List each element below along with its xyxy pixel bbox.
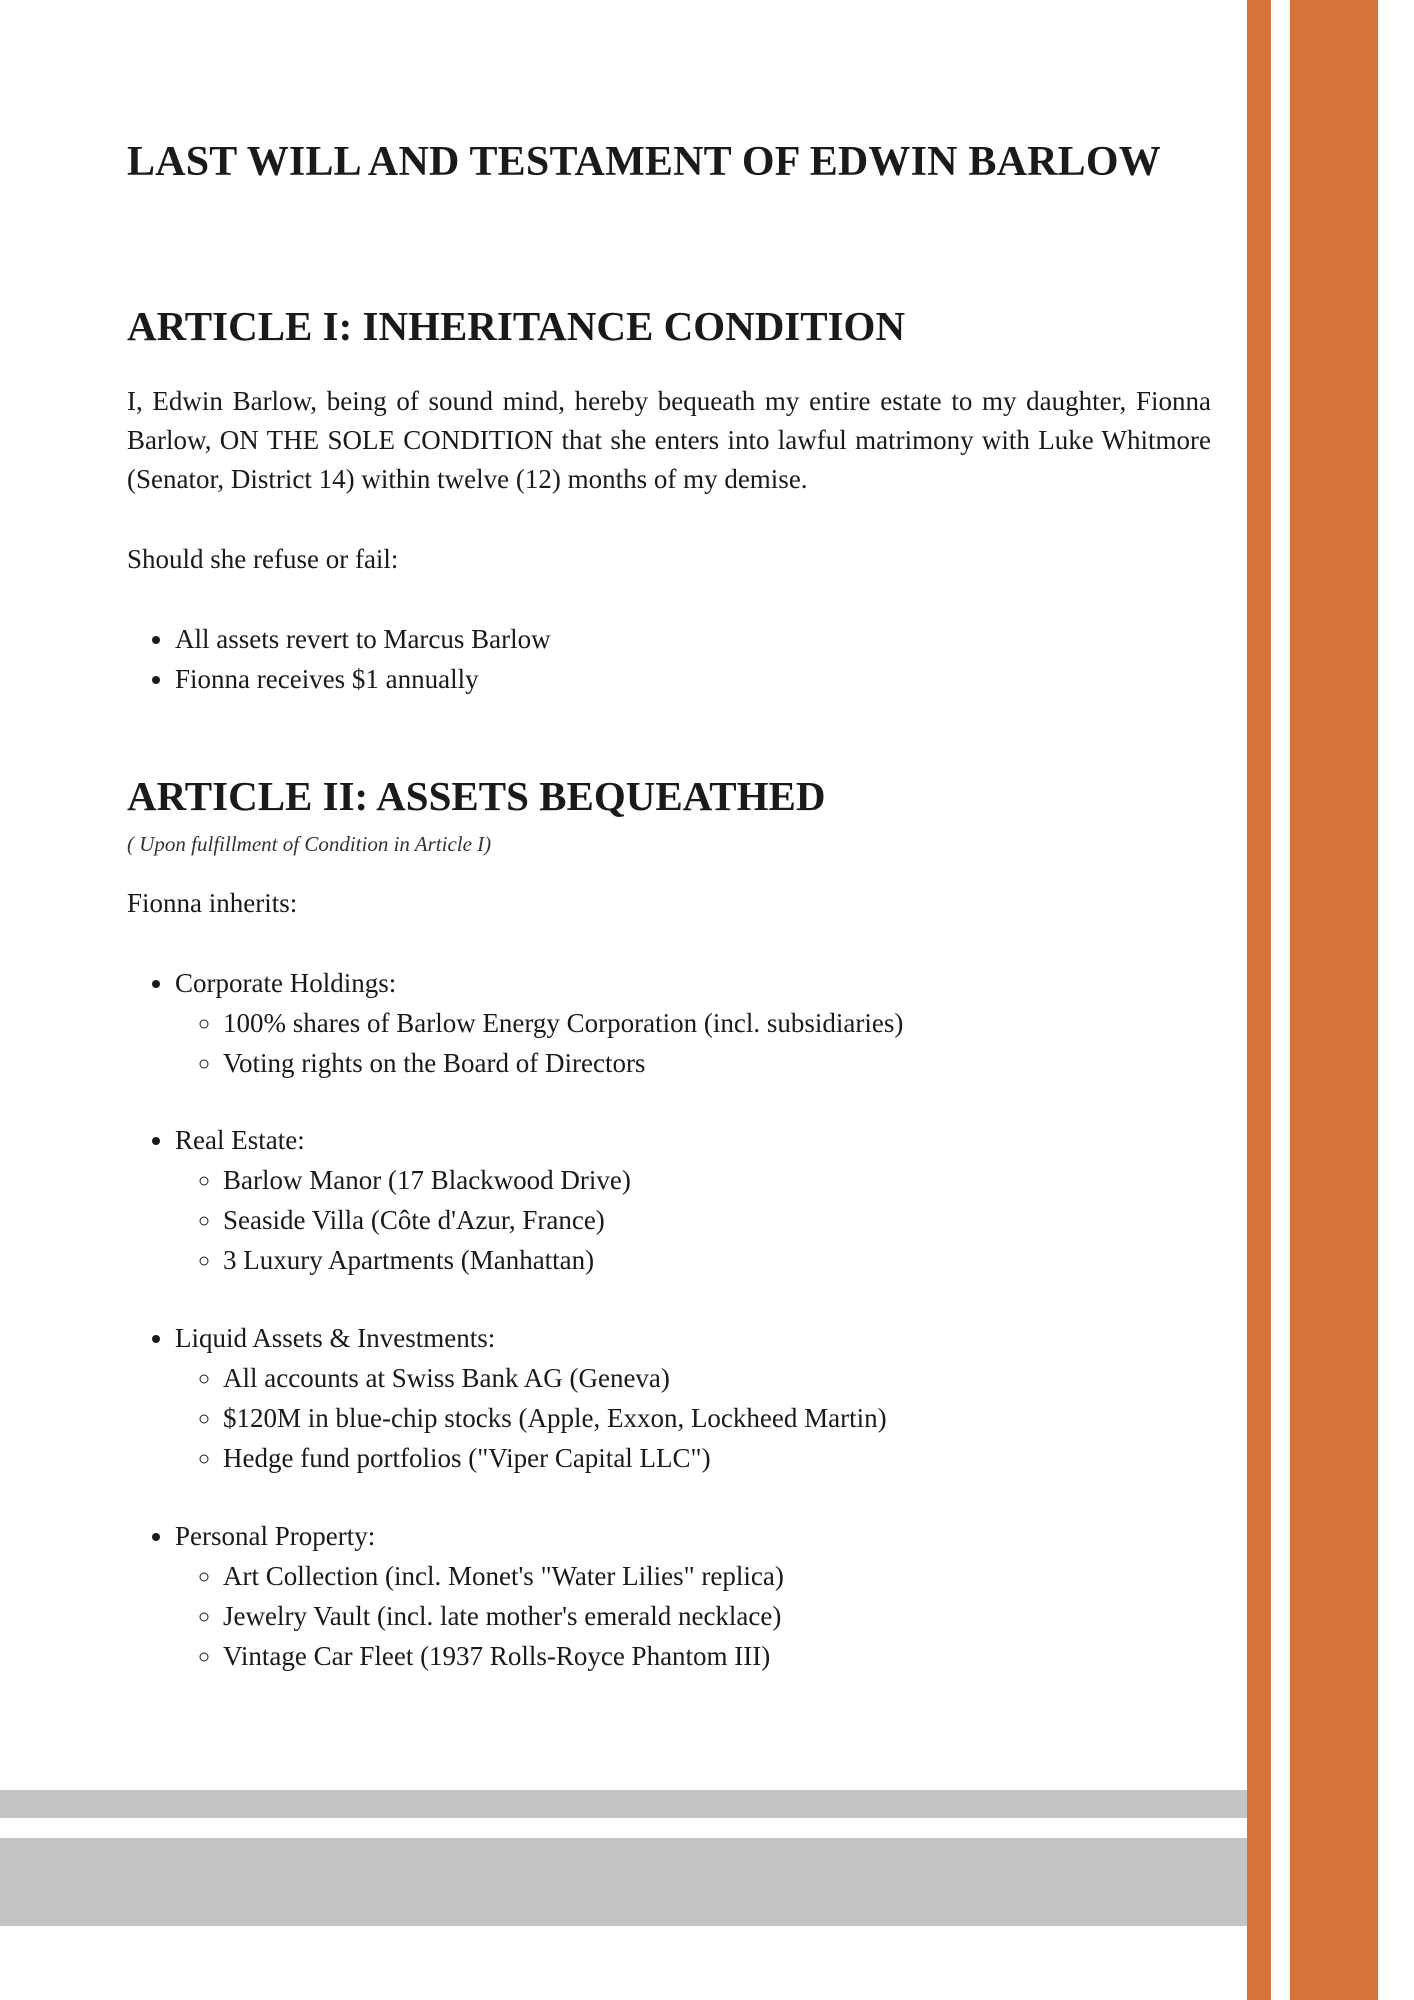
liquid-assets-list [127,1318,887,1478]
refusal-list [127,619,551,699]
list-item [175,1516,784,1676]
sub-list-item: ◦ Art Collection (incl. Monet's "Water Lilies" replica) [223,1556,784,1596]
list-item [175,963,903,1083]
sub-list-item: ◦ 3 Luxury Apartments (Manhattan) [223,1240,631,1280]
sub-list-item: ◦ Jewelry Vault (incl. late mother's emerald necklace) [223,1596,784,1636]
decorative-orange-stripe-wide [1290,0,1378,2000]
sub-list [175,1358,887,1478]
list-item [175,1120,631,1280]
list-item: • Fionna receives $1 annually [175,659,551,699]
list-item [175,1318,887,1478]
sub-list-item: ◦ $120M in blue-chip stocks (Apple, Exxon, Lockheed Martin) [223,1398,887,1438]
sub-list [175,1556,784,1676]
sub-list [175,1160,631,1280]
group-label: Corporate Holdings: [175,968,397,998]
refusal-intro: Should she refuse or fail: [127,544,399,574]
sub-list-item: ◦ Voting rights on the Board of Directors [223,1043,903,1083]
decorative-orange-stripe-thin [1247,0,1271,2000]
sub-list-item: ◦ Hedge fund portfolios ("Viper Capital LLC") [223,1438,887,1478]
article-1-paragraph: I, Edwin Barlow, being of sound mind, hereby bequeath my entire estate to my daughter, Fionna Barlow, ON THE SOLE CONDITION that she enters into lawful matrimony with Luke Whitmore (Senator, District 14) within twelve (12) months of my demise. [127,386,1211,494]
sub-list-item: ◦ All accounts at Swiss Bank AG (Geneva) [223,1358,887,1398]
article-2-heading: ARTICLE II: ASSETS BEQUEATHED [127,773,826,819]
decorative-gray-band-thin [0,1790,1247,1818]
sub-list-item: ◦ Vintage Car Fleet (1937 Rolls-Royce Phantom III) [223,1636,784,1676]
sub-list-item: ◦ Seaside Villa (Côte d'Azur, France) [223,1200,631,1240]
real-estate-list [127,1120,631,1280]
document-title: LAST WILL AND TESTAMENT OF EDWIN BARLOW [127,139,1161,185]
sub-list-item: ◦ 100% shares of Barlow Energy Corporation (incl. subsidiaries) [223,1003,903,1043]
sub-list [175,1003,903,1083]
corporate-holdings-list [127,963,903,1083]
group-label: Personal Property: [175,1521,376,1551]
article-2-note: ( Upon fulfillment of Condition in Article I) [127,832,492,856]
group-label: Real Estate: [175,1125,305,1155]
article-2-intro: Fionna inherits: [127,888,298,918]
sub-list-item: ◦ Barlow Manor (17 Blackwood Drive) [223,1160,631,1200]
article-1-heading: ARTICLE I: INHERITANCE CONDITION [127,303,906,349]
list-item: • All assets revert to Marcus Barlow [175,619,551,659]
group-label: Liquid Assets & Investments: [175,1323,496,1353]
personal-property-list [127,1516,784,1676]
decorative-gray-band-wide [0,1838,1247,1926]
